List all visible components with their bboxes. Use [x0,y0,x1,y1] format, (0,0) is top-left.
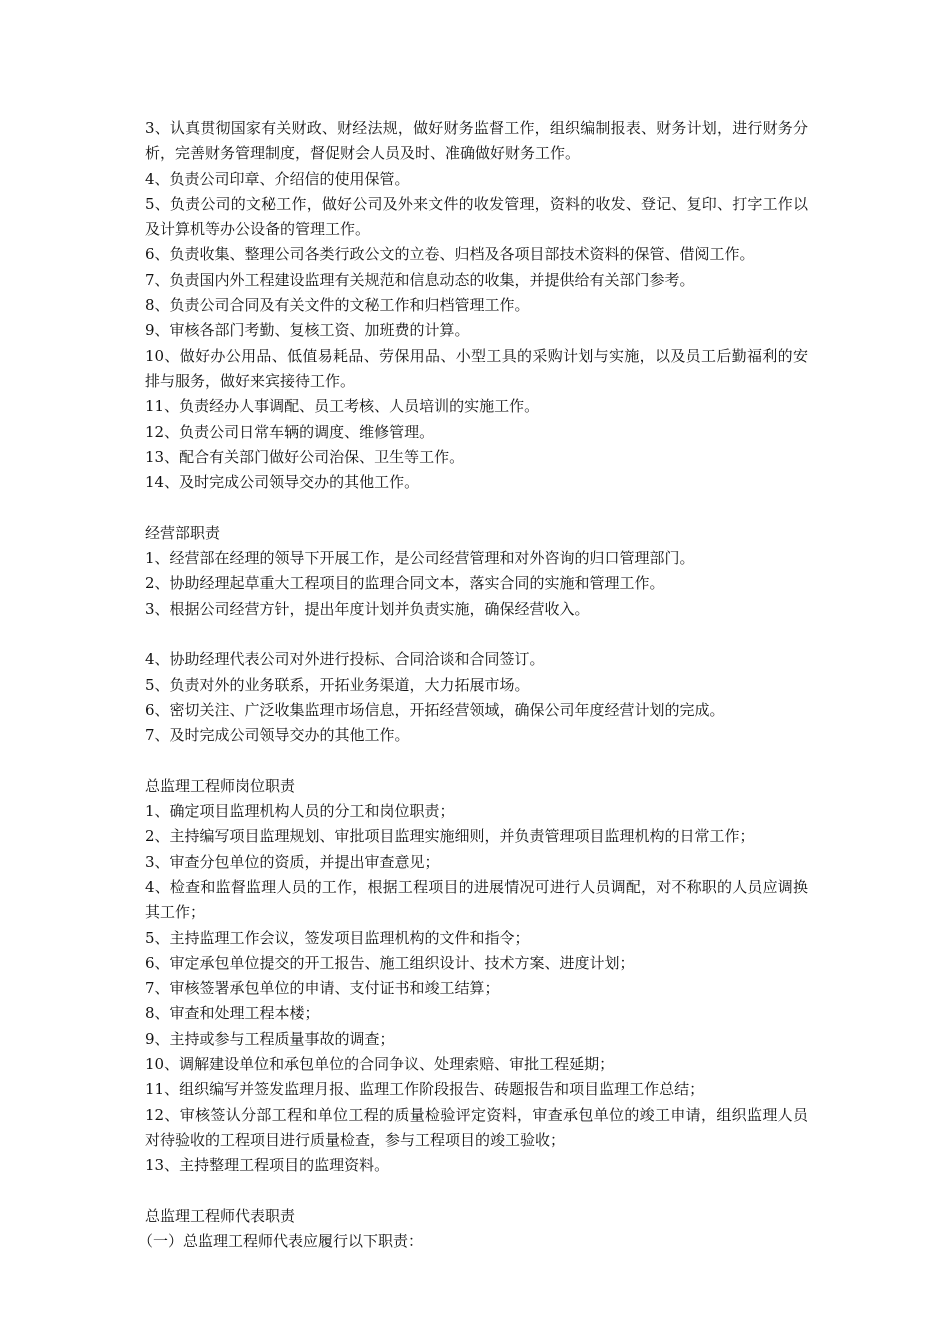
business-duties-section [145,521,808,749]
list-item: 10、做好办公用品、低值易耗品、劳保用品、小型工具的采购计划与实施，以及员工后勤福利的安排与服务，做好来宾接待工作。 [145,346,808,390]
list-item: 7、及时完成公司领导交办的其他工作。 [145,726,410,745]
list-item: 1、经营部在经理的领导下开展工作，是公司经营管理和对外咨询的归口管理部门。 [145,549,695,568]
section-intro: （一）总监理工程师代表应履行以下职责： [138,1232,424,1251]
list-item: 4、负责公司印章、介绍信的使用保管。 [145,169,410,188]
list-item: 13、主持整理工程项目的监理资料。 [145,1156,390,1175]
list-item: 13、配合有关部门做好公司治保、卫生等工作。 [145,447,465,466]
list-item: 3、认真贯彻国家有关财政、财经法规，做好财务监督工作，组织编制报表、财务计划，进行财务分析，完善财务管理制度，督促财会人员及时、准确做好财务工作。 [145,119,808,163]
list-item: 5、负责公司的文秘工作，做好公司及外来文件的收发管理，资料的收发、登记、复印、打字工作以及计算机等办公设备的管理工作。 [145,194,808,239]
admin-duties-list [145,116,808,495]
list-item: 4、检查和监督监理人员的工作，根据工程项目的进展情况可进行人员调配，对不称职的人员应调换其工作； [145,877,808,922]
list-item: 7、审核签署承包单位的申请、支付证书和竣工结算； [145,979,500,998]
list-item: 10、调解建设单位和承包单位的合同争议、处理索赔、审批工程延期； [145,1054,615,1073]
paragraph-spacer [145,1178,808,1203]
paragraph-spacer [145,748,808,773]
list-item: 2、协助经理起草重大工程项目的监理合同文本，落实合同的实施和管理工作。 [145,574,665,593]
list-item: 6、负责收集、整理公司各类行政公文的立卷、归档及各项目部技术资料的保管、借阅工作。 [145,245,755,264]
list-item: 3、审查分包单位的资质，并提出审查意见； [145,852,440,871]
list-item: 6、审定承包单位提交的开工报告、施工组织设计、技术方案、进度计划； [145,953,635,972]
list-item: 14、及时完成公司领导交办的其他工作。 [145,473,420,492]
chief-engineer-duties-section [145,774,808,1179]
list-item: 8、审查和处理工程本楼； [145,1004,320,1023]
list-item: 5、负责对外的业务联系，开拓业务渠道，大力拓展市场。 [145,675,530,694]
list-item: 2、主持编写项目监理规划、审批项目监理实施细则，并负责管理项目监理机构的日常工作； [145,827,755,846]
list-item: 9、主持或参与工程质量事故的调查； [145,1029,395,1048]
list-item: 1、确定项目监理机构人员的分工和岗位职责； [145,802,455,821]
section-heading: 总监理工程师岗位职责 [145,776,296,795]
list-item: 12、审核签认分部工程和单位工程的质量检验评定资料，审查承包单位的竣工申请，组织监理人员对待验收的工程项目进行质量检查，参与工程项目的竣工验收； [145,1105,808,1149]
section-heading: 总监理工程师代表职责 [145,1206,296,1225]
list-item: 12、负责公司日常车辆的调度、维修管理。 [145,422,435,441]
list-item: 9、审核各部门考勤、复核工资、加班费的计算。 [145,321,470,340]
list-item: 8、负责公司合同及有关文件的文秘工作和归档管理工作。 [145,296,530,315]
section-heading: 经营部职责 [145,523,221,542]
deputy-engineer-duties-section [138,1204,808,1255]
list-item: 7、负责国内外工程建设监理有关规范和信息动态的收集，并提供给有关部门参考。 [145,270,695,289]
document-body [138,116,808,1254]
list-item: 3、根据公司经营方针，提出年度计划并负责实施，确保经营收入。 [145,599,590,618]
list-item: 5、主持监理工作会议，签发项目监理机构的文件和指令； [145,928,530,947]
list-item: 11、组织编写并签发监理月报、监理工作阶段报告、砖题报告和项目监理工作总结； [145,1080,705,1099]
paragraph-spacer [145,495,808,520]
list-item: 6、密切关注、广泛收集监理市场信息，开拓经营领域，确保公司年度经营计划的完成。 [145,700,725,719]
list-item: 4、协助经理代表公司对外进行投标、合同洽谈和合同签订。 [145,650,545,669]
paragraph-spacer [145,622,808,647]
list-item: 11、负责经办人事调配、员工考核、人员培训的实施工作。 [145,397,540,416]
